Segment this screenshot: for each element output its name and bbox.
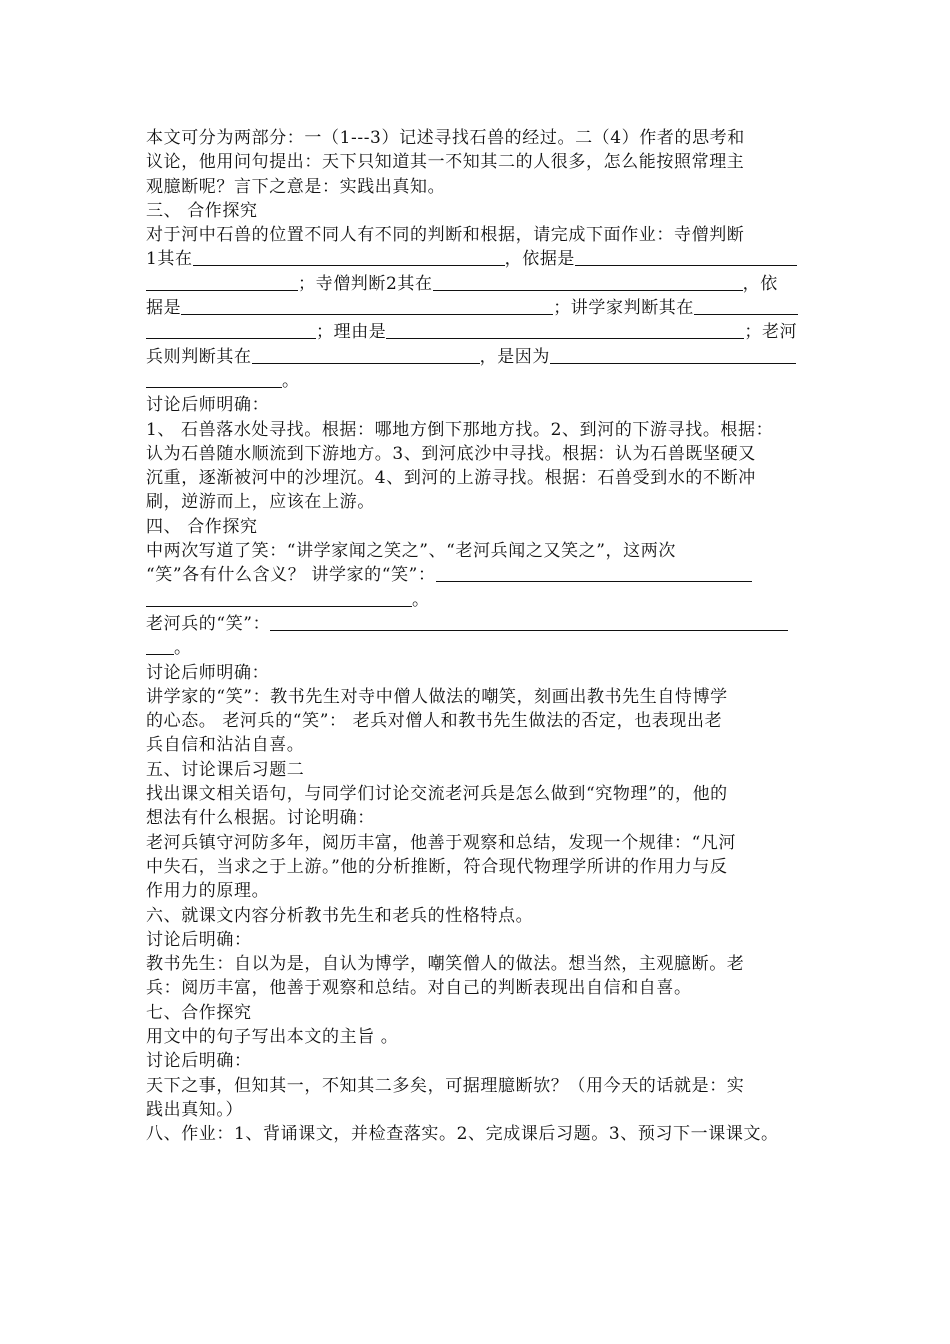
fill-line [146,320,818,344]
text-segment: ，是因为 [479,346,551,367]
answer-blank[interactable] [146,637,174,655]
text-segment: 兵则判断其在 [146,346,252,367]
text-line: 认为石兽随水顺流到下游地方。3、到河底沙中寻找。根据：认为石兽既坚硬又 [146,443,756,464]
text-line: 找出课文相关语句，与同学们讨论交流老河兵是怎么做到“究物理”的，他的 [146,784,728,805]
section-heading-7: 七、合作探究 [146,1002,252,1023]
text-line: 践出真知。） [146,1099,244,1120]
section-heading-5: 五、讨论课后习题二 [146,759,305,780]
text-segment: ，依 [742,273,778,294]
text-segment: 老河兵的“笑”： [146,613,271,634]
fill-line [146,296,818,320]
section-heading-3: 三、 合作探究 [146,200,258,221]
answer-blank[interactable] [436,564,752,582]
answer-blank[interactable] [386,321,744,339]
text-line: 议论，他用问句提出：天下只知道其一不知其二的人很多，怎么能按照常理主 [146,152,745,173]
text-segment: 。 [282,370,300,391]
text-segment: ；老河 [744,322,798,343]
fill-line [146,563,818,587]
text-line: 本文可分为两部分：一（1---3）记述寻找石兽的经过。二（4）作者的思考和 [146,128,745,148]
document-body [146,126,818,1146]
text-line: 讲学家的“笑”：教书先生对寺中僧人做法的嘲笑，刻画出教书先生自恃博学 [146,686,728,707]
text-line: 中失石，当求之于上游。”他的分析推断，符合现代物理学所讲的作用力与反 [146,856,728,877]
text-line: 兵：阅历丰富，他善于观察和总结。对自己的判断表现出自信和自喜。 [146,978,692,999]
text-line: 1、 石兽落水处寻找。根据：哪地方倒下那地方找。2、到河的下游寻找。根据： [146,419,774,440]
text-segment: 。 [174,638,192,659]
text-line: 教书先生：自以为是，自认为博学，嘲笑僧人的做法。想当然，主观臆断。老 [146,954,745,975]
text-line: 讨论后明确： [146,1051,252,1072]
text-line: 的心态。 老河兵的“笑”： 老兵对僧人和教书先生做法的否定，也表现出老 [146,711,723,732]
fill-line [146,369,818,393]
answer-blank[interactable] [433,273,743,291]
text-line: 对于河中石兽的位置不同人有不同的判断和根据，请完成下面作业：寺僧判断 [146,225,745,246]
fill-line [146,588,818,612]
text-segment: ；理由是 [316,322,387,343]
text-line: 刷，逆游而上，应该在上游。 [146,492,375,513]
text-line: 作用力的原理。 [146,881,270,902]
section-heading-6: 六、就课文内容分析教书先生和老兵的性格特点。 [146,905,534,926]
text-segment: ；寺僧判断2其在 [298,273,433,294]
answer-blank[interactable] [550,346,796,364]
text-line: 想法有什么根据。讨论明确： [146,808,375,829]
text-line: 用文中的句子写出本文的主旨 。 [146,1026,399,1047]
text-line: 沉重，逐渐被河中的沙埋沉。4、到河的上游寻找。根据：石兽受到水的不断冲 [146,468,756,489]
answer-blank[interactable] [146,370,282,388]
fill-line [146,272,818,296]
text-line: 讨论后师明确： [146,395,270,416]
text-segment: 据是 [146,298,182,319]
answer-blank[interactable] [575,248,797,266]
text-line: 讨论后明确： [146,929,252,950]
text-segment: ；讲学家判断其在 [553,298,695,319]
text-line: 天下之事，但知其一，不知其二多矣，可据理臆断欤？（用今天的话就是：实 [146,1075,745,1096]
fill-line [146,636,818,660]
text-line: 中两次写道了笑：“讲学家闻之笑之”、“老河兵闻之又笑之”，这两次 [146,541,676,562]
text-segment: ，依据是 [504,249,576,270]
answer-blank[interactable] [694,297,798,315]
fill-line [146,345,818,369]
answer-blank[interactable] [270,613,788,631]
text-segment: 。 [412,589,430,610]
answer-blank[interactable] [146,589,412,607]
section-heading-4: 四、 合作探究 [146,516,258,537]
fill-line [146,612,818,636]
answer-blank[interactable] [252,346,480,364]
answer-blank[interactable] [193,248,505,266]
text-line: 兵自信和沾沾自喜。 [146,735,305,756]
section-heading-8: 八、作业：1、背诵课文，并检查落实。2、完成课后习题。3、预习下一课课文。 [146,1124,779,1145]
fill-line [146,247,818,271]
text-segment: “笑”各有什么含义？ 讲学家的“笑”： [146,565,436,586]
text-line: 老河兵镇守河防多年，阅历丰富，他善于观察和总结，发现一个规律：“凡河 [146,832,737,853]
answer-blank[interactable] [181,297,553,315]
answer-blank[interactable] [146,273,298,291]
answer-blank[interactable] [146,321,316,339]
text-line: 观臆断呢？言下之意是：实践出真知。 [146,176,446,197]
text-line: 讨论后师明确： [146,662,270,683]
text-segment: 1其在 [146,249,193,270]
